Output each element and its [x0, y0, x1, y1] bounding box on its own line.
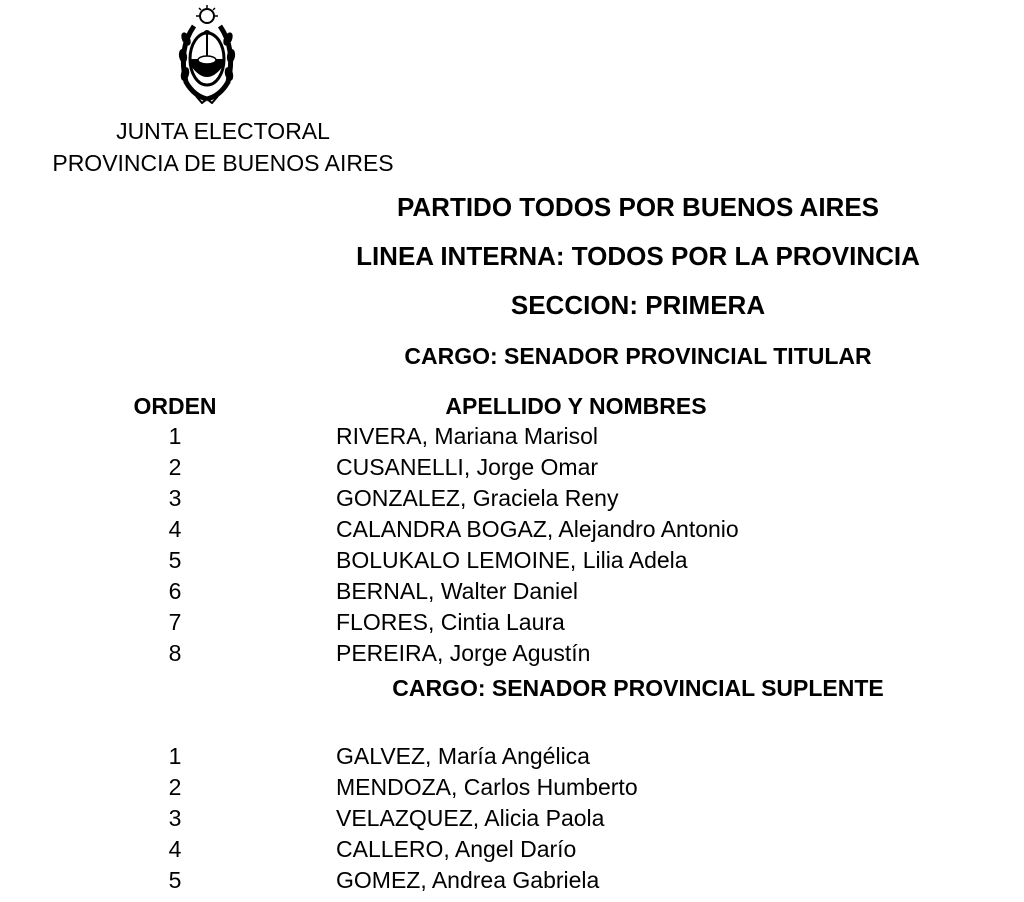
party-title: PARTIDO TODOS POR BUENOS AIRES	[396, 192, 879, 222]
list-item	[0, 545, 1024, 576]
orden-number: 1	[168, 743, 182, 769]
candidate-name: CUSANELLI, Jorge Omar	[336, 454, 599, 480]
column-header-orden: ORDEN	[133, 393, 217, 419]
list-item	[0, 514, 1024, 545]
orden-number: 8	[168, 640, 182, 666]
candidate-name: BERNAL, Walter Daniel	[336, 578, 579, 604]
candidate-name: RIVERA, Mariana Marisol	[336, 423, 599, 449]
list-item	[0, 741, 1024, 772]
list-item	[0, 803, 1024, 834]
list-item	[0, 834, 1024, 865]
orden-number: 3	[168, 485, 182, 511]
list-item	[0, 772, 1024, 803]
list-item	[0, 421, 1024, 452]
orden-number: 5	[168, 547, 182, 573]
orden-number: 4	[168, 516, 182, 542]
orden-number: 3	[168, 805, 182, 831]
list-item	[0, 483, 1024, 514]
candidate-name: GOMEZ, Andrea Gabriela	[336, 867, 600, 893]
candidate-name: VELAZQUEZ, Alicia Paola	[336, 805, 605, 831]
orden-number: 4	[168, 836, 182, 862]
list-item	[0, 576, 1024, 607]
candidate-name: MENDOZA, Carlos Humberto	[336, 774, 638, 800]
titulares-list	[0, 421, 1024, 669]
list-item	[0, 607, 1024, 638]
list-item	[0, 865, 1024, 896]
candidate-name: CALLERO, Angel Darío	[336, 836, 577, 862]
candidate-name: FLORES, Cintia Laura	[336, 609, 565, 635]
cargo-titular-heading: CARGO: SENADOR PROVINCIAL TITULAR	[404, 343, 872, 369]
cargo-suplente-heading: CARGO: SENADOR PROVINCIAL SUPLENTE	[392, 675, 884, 701]
institution-name: JUNTA ELECTORAL	[116, 118, 330, 144]
suplentes-list	[0, 741, 1024, 896]
orden-number: 7	[168, 609, 182, 635]
orden-number: 5	[168, 867, 182, 893]
candidate-name: CALANDRA BOGAZ, Alejandro Antonio	[336, 516, 739, 542]
orden-number: 2	[168, 454, 182, 480]
orden-number: 2	[168, 774, 182, 800]
candidate-name: BOLUKALO LEMOINE, Lilia Adela	[336, 547, 688, 573]
column-header-nombres: APELLIDO Y NOMBRES	[445, 393, 707, 419]
section-title: SECCION: PRIMERA	[510, 290, 766, 320]
candidate-name: GALVEZ, María Angélica	[336, 743, 590, 769]
coat-of-arms-icon	[174, 4, 240, 104]
orden-number: 6	[168, 578, 182, 604]
orden-number: 1	[168, 423, 182, 449]
list-item	[0, 638, 1024, 669]
candidate-name: GONZALEZ, Graciela Reny	[336, 485, 619, 511]
institution-province: PROVINCIA DE BUENOS AIRES	[52, 150, 394, 176]
candidate-name: PEREIRA, Jorge Agustín	[336, 640, 591, 666]
internal-line-title: LINEA INTERNA: TODOS POR LA PROVINCIA	[356, 241, 920, 271]
list-item	[0, 452, 1024, 483]
